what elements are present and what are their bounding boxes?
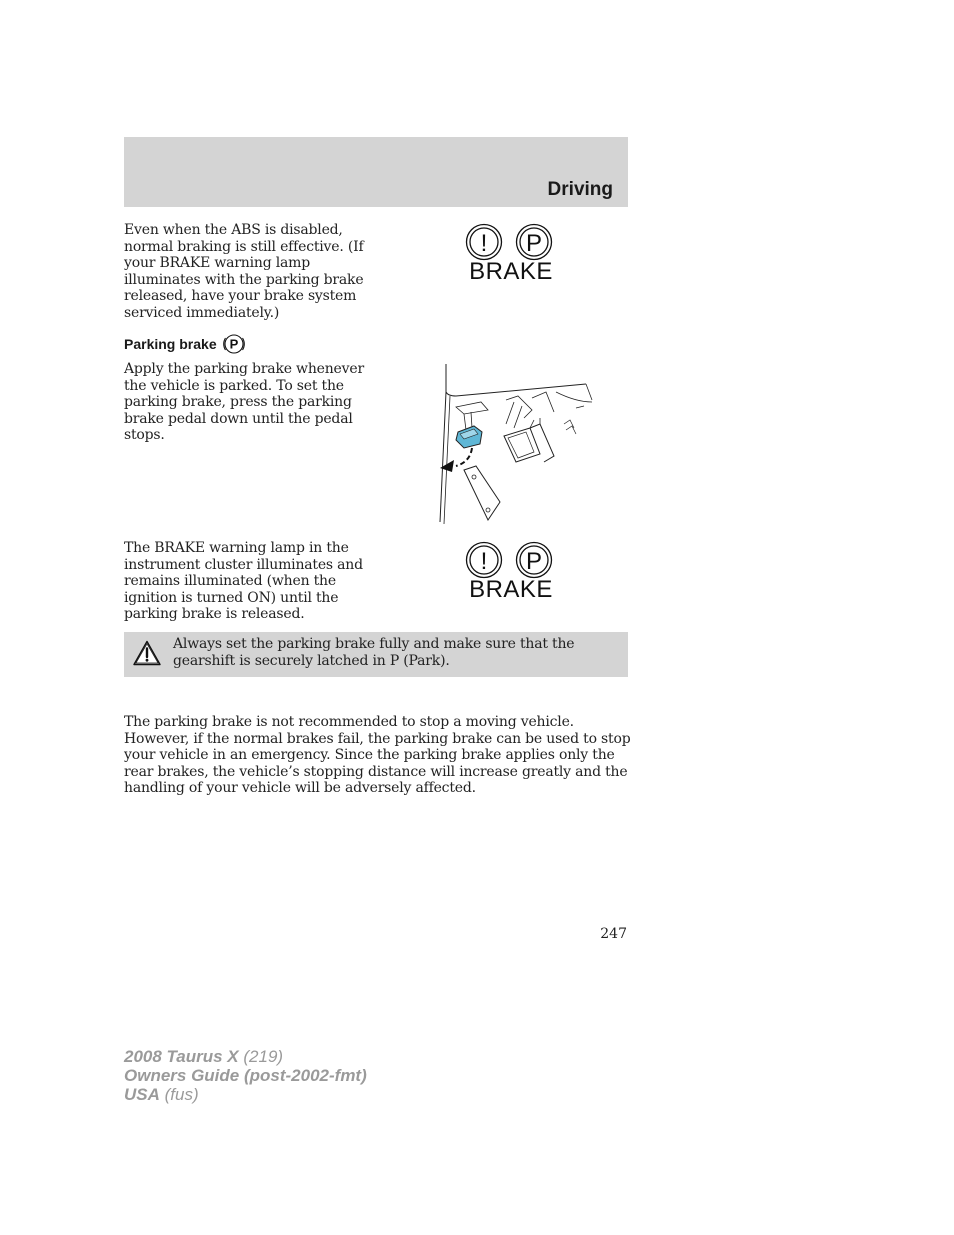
- brake-warning-lamp-icon: [461, 541, 561, 611]
- parking-brake-heading: [124, 334, 246, 354]
- lamp-letter: P: [525, 230, 543, 257]
- warning-text: Always set the parking brake fully and make sure that the gearshift is securely latched in P (Park).: [173, 636, 575, 669]
- footer-line-2: Owners Guide (post-2002-fmt): [124, 1066, 367, 1085]
- abs-note-paragraph: Even when the ABS is disabled, normal braking is still effective. (If your BRAKE warning lamp illuminates with the parking brake released, have your brake system serviced immediately.): [124, 222, 364, 321]
- apply-paragraph: Apply the parking brake whenever the vehicle is parked. To set the parking brake, press the parking brake pedal down until the pedal stops.: [124, 361, 364, 444]
- lamp-exclaim: !: [480, 230, 488, 257]
- warning-triangle-icon: [133, 640, 161, 666]
- parking-p-icon: [222, 334, 246, 354]
- lamp-note-paragraph: The BRAKE warning lamp in the instrument cluster illuminates and remains illuminated (when the ignition is turned ON) until the parking brake is released.: [124, 540, 363, 623]
- document-footer: [124, 1047, 367, 1104]
- footer-line-3: USA (fus): [124, 1085, 199, 1104]
- lamp-label: BRAKE: [469, 258, 553, 285]
- emergency-paragraph: The parking brake is not recommended to stop a moving vehicle. However, if the normal brakes fail, the parking brake can be used to stop your vehicle in an emergency. Since the parking brake applies only the rear brakes, the vehicle’s stopping distance will increase greatly and the handling of your vehicle will be adversely affected.: [124, 714, 631, 797]
- svg-text:P: P: [229, 336, 238, 352]
- section-header: [124, 137, 628, 207]
- page-number: 247: [600, 926, 627, 942]
- lamp-letter: P: [525, 548, 543, 575]
- lamp-label: BRAKE: [469, 576, 553, 603]
- footer-line-1: 2008 Taurus X (219): [124, 1047, 284, 1066]
- section-title: Driving: [547, 179, 613, 200]
- lamp-exclaim: !: [480, 548, 488, 575]
- heading-label: Parking brake: [124, 336, 217, 352]
- brake-warning-lamp-icon: [461, 223, 561, 293]
- parking-brake-pedal-illustration: [436, 362, 596, 525]
- warning-box: [124, 632, 628, 677]
